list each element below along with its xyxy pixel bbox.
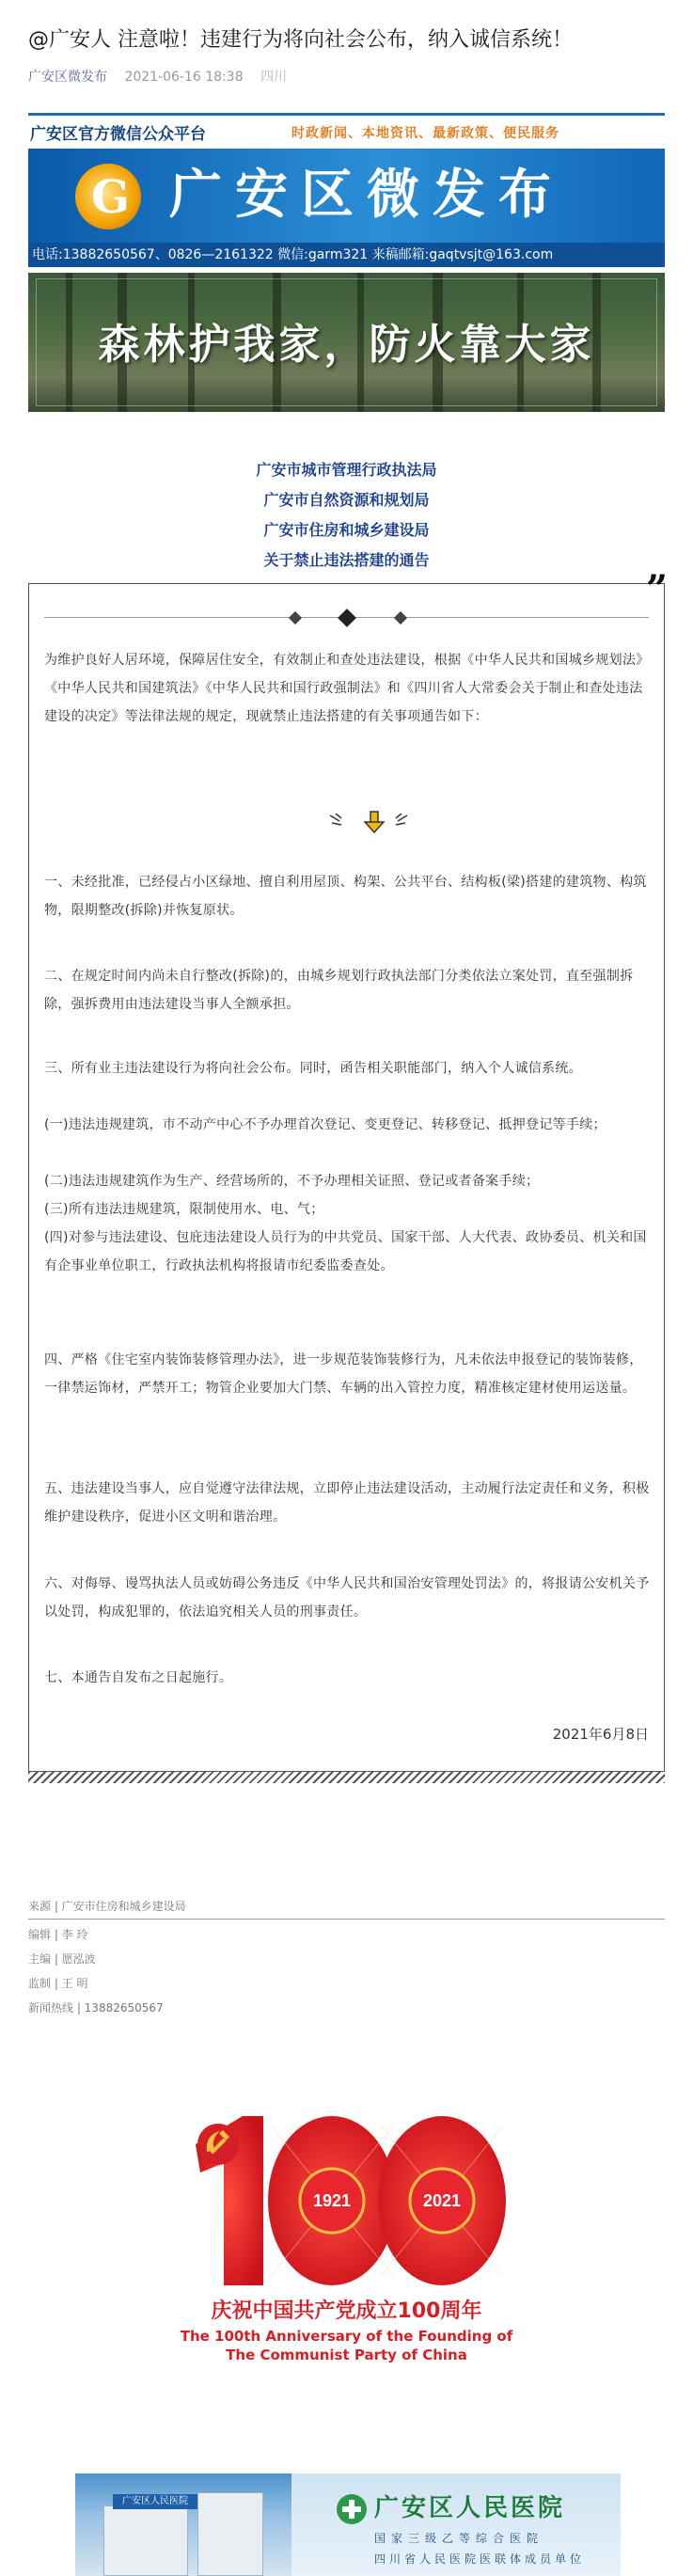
hospital-name: 广安区人民医院: [374, 2494, 566, 2522]
diamond-icon: [289, 611, 302, 624]
anniversary-title-cn: 庆祝中国共产党成立100周年: [211, 2299, 482, 2323]
svg-text:1921: 1921: [312, 2191, 352, 2210]
banner-contact-line: 电话:13882650567、0826—2161322 微信:garm321 来稿邮箱:gaqtvsjt@163.com: [28, 243, 665, 267]
notice-subitem: (三)所有违法违规建筑，限制使用水、电、气；: [44, 1202, 324, 1217]
credit-supervisor: 监制 | 王 明: [28, 1977, 88, 1990]
notice-subitem: (四)对参与违法建设、包庇违法建设人员行为的中共党员、国家干部、人大代表、政协委员、机关和国有企事业单位职工，行政执法机构将报请市纪委监委查处。: [44, 1230, 647, 1273]
svg-text:2021: 2021: [422, 2191, 462, 2210]
header-banner-image: [28, 113, 665, 267]
brand-logo-icon: G: [75, 164, 141, 229]
banner-platform-label: 广安区官方微信公众平台: [30, 125, 206, 144]
notice-item: 六、对侮辱、谩骂执法人员或妨碍公务违反《中华人民共和国治安管理处罚法》的，将报请公安机关予以处罚，构成犯罪的，依法追究相关人员的刑事责任。: [44, 1576, 650, 1620]
banner-brand-text: 广安区微发布: [169, 165, 564, 226]
credit-hotline: 新闻热线 | 13882650567: [28, 2001, 164, 2015]
hatch-border: [28, 1772, 665, 1783]
notice-subitem: (二)违法违规建筑作为生产、经营场所的，不予办理相关证照、登记或者备案手续；: [44, 1174, 540, 1189]
notice-title: 关于禁止违法搭建的通告: [263, 551, 430, 569]
hospital-grade: 国家三级乙等综合医院: [374, 2532, 544, 2545]
article-title: @广安人 注意啦！违建行为将向社会公布，纳入诚信系统！: [28, 28, 573, 52]
agency-line: 广安市自然资源和规划局: [263, 491, 430, 509]
notice-date: 2021年6月8日: [552, 1726, 649, 1743]
credit-divider: [28, 1919, 665, 1920]
banner-services-label: 时政新闻、本地资讯、最新政策、便民服务: [291, 126, 559, 141]
quote-mark-icon: ”: [645, 567, 668, 611]
sparkle-right-icon: [390, 814, 409, 827]
publish-location: 四川: [260, 70, 288, 85]
notice-item: 四、严格《住宅室内装饰装修管理办法》，进一步规范装饰装修行为，凡未依法申报登记的装饰装修，一律禁运饰材，严禁开工；物管企业要加大门禁、车辆的出入管控力度，精准核定建材使用运送量。: [44, 1352, 643, 1396]
notice-item: 一、未经批准，已经侵占小区绿地、擅自利用屋顶、构架、公共平台、结构板(梁)搭建的建筑物、构筑物，限期整改(拆除)并恢复原状。: [44, 875, 647, 918]
notice-item: 三、所有业主违法建设行为将向社会公布。同时，函告相关职能部门，纳入个人诚信系统。: [44, 1061, 582, 1076]
sparkle-left-icon: [328, 814, 347, 827]
hospital-alliance: 四川省人民医院医联体成员单位: [374, 2552, 586, 2566]
article-meta: [28, 67, 287, 86]
agency-line: 广安市城市管理行政执法局: [256, 461, 437, 479]
banner-main: [28, 149, 665, 243]
notice-subitem: (一)违法违规建筑，市不动产中心不予办理首次登记、变更登记、转移登记、抵押登记等手续；: [44, 1117, 606, 1132]
notice-item: 二、在规定时间内尚未自行整改(拆除)的，由城乡规划行政执法部门分类依法立案处罚，直至强制拆除，强拆费用由违法建设当事人全额承担。: [44, 969, 634, 1012]
notice-item: 五、违法建设当事人，应自觉遵守法律法规，立即停止违法建设活动，主动履行法定责任和义务，积极维护建设秩序，促进小区文明和谐治理。: [44, 1481, 650, 1525]
notice-intro: 为维护良好人居环境，保障居住安全，有效制止和查处违法建设，根据《中华人民共和国城乡规划法》《中华人民共和国建筑法》《中华人民共和国行政强制法》和《四川省人大常委会关于制止和查处违法建设的决定》等法律法规的规定，现就禁止违法搭建的有关事项通告如下：: [44, 653, 650, 724]
party-100-emblem: [177, 2107, 515, 2295]
down-arrow-icon: [364, 810, 385, 834]
forest-slogan: 森林护我家，防火靠大家: [98, 321, 595, 369]
agency-line: 广安市住房和城乡建设局: [263, 521, 430, 539]
hospital-photo: 广安区人民医院: [75, 2473, 291, 2576]
forest-fire-banner: [28, 273, 665, 412]
diamond-icon: [338, 608, 356, 627]
notice-item: 七、本通告自发布之日起施行。: [44, 1670, 233, 1685]
hospital-ad-image: [75, 2473, 621, 2576]
anniversary-title-en: The 100th Anniversary of the Founding of The Communist Party of China: [180, 2328, 513, 2363]
credit-chief: 主编 | 愿泓波: [28, 1952, 96, 1966]
credit-editor: 编辑 | 李 玲: [28, 1928, 88, 1941]
hospital-logo-icon: [337, 2494, 367, 2524]
publish-datetime: 2021-06-16 18:38: [124, 70, 244, 85]
diamond-icon: [394, 611, 407, 624]
credit-source: 来源 | 广安市住房和城乡建设局: [28, 1900, 186, 1913]
banner-topbar: [28, 113, 665, 147]
notice-box: [28, 567, 668, 1772]
account-name-link[interactable]: 广安区微发布: [28, 70, 107, 85]
hammer-sickle-icon: [197, 2124, 239, 2165]
